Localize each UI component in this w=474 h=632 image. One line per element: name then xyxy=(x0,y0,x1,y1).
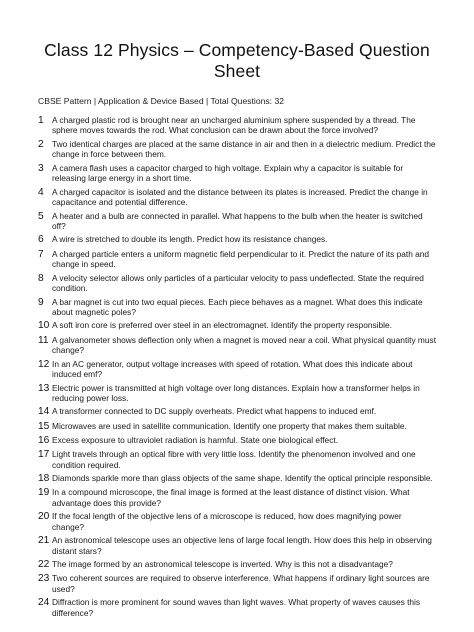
question-number: 10 xyxy=(38,320,50,332)
question-number: 1 xyxy=(38,115,44,126)
question-text: Microwaves are used in satellite communication. Identify one property that makes them suitable. xyxy=(52,420,407,431)
question-text: An astronomical telescope uses an objective lens of large focal length. How does this help in observing distant stars? xyxy=(52,535,432,556)
question-number: 5 xyxy=(38,210,44,222)
question-number: 9 xyxy=(38,296,44,308)
question-item xyxy=(38,535,436,556)
question-item xyxy=(38,573,436,594)
question-item xyxy=(38,249,436,270)
question-number: 2 xyxy=(38,138,44,150)
question-number: 3 xyxy=(38,162,44,174)
question-item xyxy=(38,163,436,184)
question-number: 19 xyxy=(38,487,50,499)
question-number: 12 xyxy=(38,358,50,370)
question-number: 16 xyxy=(38,434,50,446)
question-item xyxy=(38,359,436,380)
question-text: A bar magnet is cut into two equal pieces. Each piece behaves as a magnet. What does this indicate about magnetic poles? xyxy=(52,296,423,317)
question-text: A heater and a bulb are connected in parallel. What happens to the bulb when the heater is switched off? xyxy=(52,210,423,231)
page-title: Class 12 Physics – Competency-Based Question Sheet xyxy=(44,40,430,81)
question-item xyxy=(38,421,436,432)
question-item xyxy=(38,383,436,404)
question-text: Diffraction is more prominent for sound waves than light waves. What property of waves causes this difference? xyxy=(52,597,421,618)
page-subtitle: CBSE Pattern | Application & Device Based | Total Questions: 32 xyxy=(38,96,285,106)
question-text: In an AC generator, output voltage increases with speed of rotation. What does this indicate about induced emf? xyxy=(52,358,413,379)
question-text: Light travels through an optical fibre with very little loss. Identify the phenomenon involved and one condition required. xyxy=(52,449,416,470)
question-number: 8 xyxy=(38,272,44,284)
question-text: A camera flash uses a capacitor charged to high voltage. Explain why a capacitor is suitable for releasing large energy in a short time. xyxy=(52,162,404,184)
question-item xyxy=(38,187,436,208)
question-number: 6 xyxy=(38,234,44,246)
question-text: In a compound microscope, the final image is formed at the least distance of distinct vision. What advantage does this provide? xyxy=(52,487,410,508)
question-text: A soft iron core is preferred over steel in an electromagnet. Identify the property responsible. xyxy=(52,320,392,331)
question-text: A velocity selector allows only particles of a particular velocity to pass undeflected. State the required condition. xyxy=(52,272,424,293)
question-text: A charged particle enters a uniform magnetic field perpendicular to it. Predict the nature of its path and change in speed. xyxy=(52,248,430,270)
question-text: Two coherent sources are required to observe interference. What happens if ordinary light sources are used? xyxy=(52,573,430,594)
question-number: 22 xyxy=(38,559,50,571)
question-item xyxy=(38,406,436,417)
question-item xyxy=(38,273,436,294)
question-item xyxy=(38,297,436,318)
question-item xyxy=(38,435,436,446)
question-number: 4 xyxy=(38,186,44,198)
question-number: 15 xyxy=(38,420,50,432)
question-item xyxy=(38,234,436,245)
question-item xyxy=(38,211,436,232)
question-number: 24 xyxy=(38,597,50,609)
question-list xyxy=(38,115,436,618)
question-number: 11 xyxy=(38,334,49,346)
question-item xyxy=(38,473,436,484)
question-text: If the focal length of the objective lens of a microscope is reduced, how does magnifying power change? xyxy=(52,511,402,532)
question-text: The image formed by an astronomical telescope is inverted. Why is this not a disadvantage? xyxy=(52,559,393,570)
question-number: 13 xyxy=(38,382,50,394)
question-text: A charged plastic rod is brought near an uncharged aluminium sphere suspended by a thread. The sphere moves towards the rod. What conclusion can be drawn about the force involved? xyxy=(52,115,416,136)
question-text: Diamonds sparkle more than glass objects of the same shape. Identify the optical principle responsible. xyxy=(52,473,433,484)
question-text: Two identical charges are placed at the same distance in air and then in a dielectric medium. Predict the change in force between them. xyxy=(52,138,436,160)
question-text: A transformer connected to DC supply overheats. Predict what happens to induced emf. xyxy=(52,406,377,417)
question-item xyxy=(38,139,436,160)
question-item xyxy=(38,559,436,570)
question-number: 18 xyxy=(38,473,50,485)
question-number: 20 xyxy=(38,511,50,523)
question-number: 21 xyxy=(38,535,50,547)
question-item xyxy=(38,449,436,470)
question-item xyxy=(38,115,436,136)
question-item xyxy=(38,335,436,356)
question-text: Excess exposure to ultraviolet radiation is harmful. State one biological effect. xyxy=(52,434,339,445)
question-text: A wire is stretched to double its length. Predict how its resistance changes. xyxy=(52,234,328,245)
question-item xyxy=(38,597,436,618)
question-item xyxy=(38,320,436,331)
question-text: Electric power is transmitted at high voltage over long distances. Explain how a transformer helps in reducing power loss. xyxy=(52,382,420,403)
question-number: 7 xyxy=(38,248,44,260)
question-text: A galvanometer shows deflection only when a magnet is moved near a coil. What physical quantity must change? xyxy=(52,334,437,356)
question-number: 14 xyxy=(38,406,50,418)
question-item xyxy=(38,511,436,532)
question-number: 17 xyxy=(38,449,50,461)
question-number: 23 xyxy=(38,573,50,585)
question-item xyxy=(38,487,436,508)
question-text: A charged capacitor is isolated and the distance between its plates is increased. Predict the change in capacitance and potential difference. xyxy=(52,186,428,207)
